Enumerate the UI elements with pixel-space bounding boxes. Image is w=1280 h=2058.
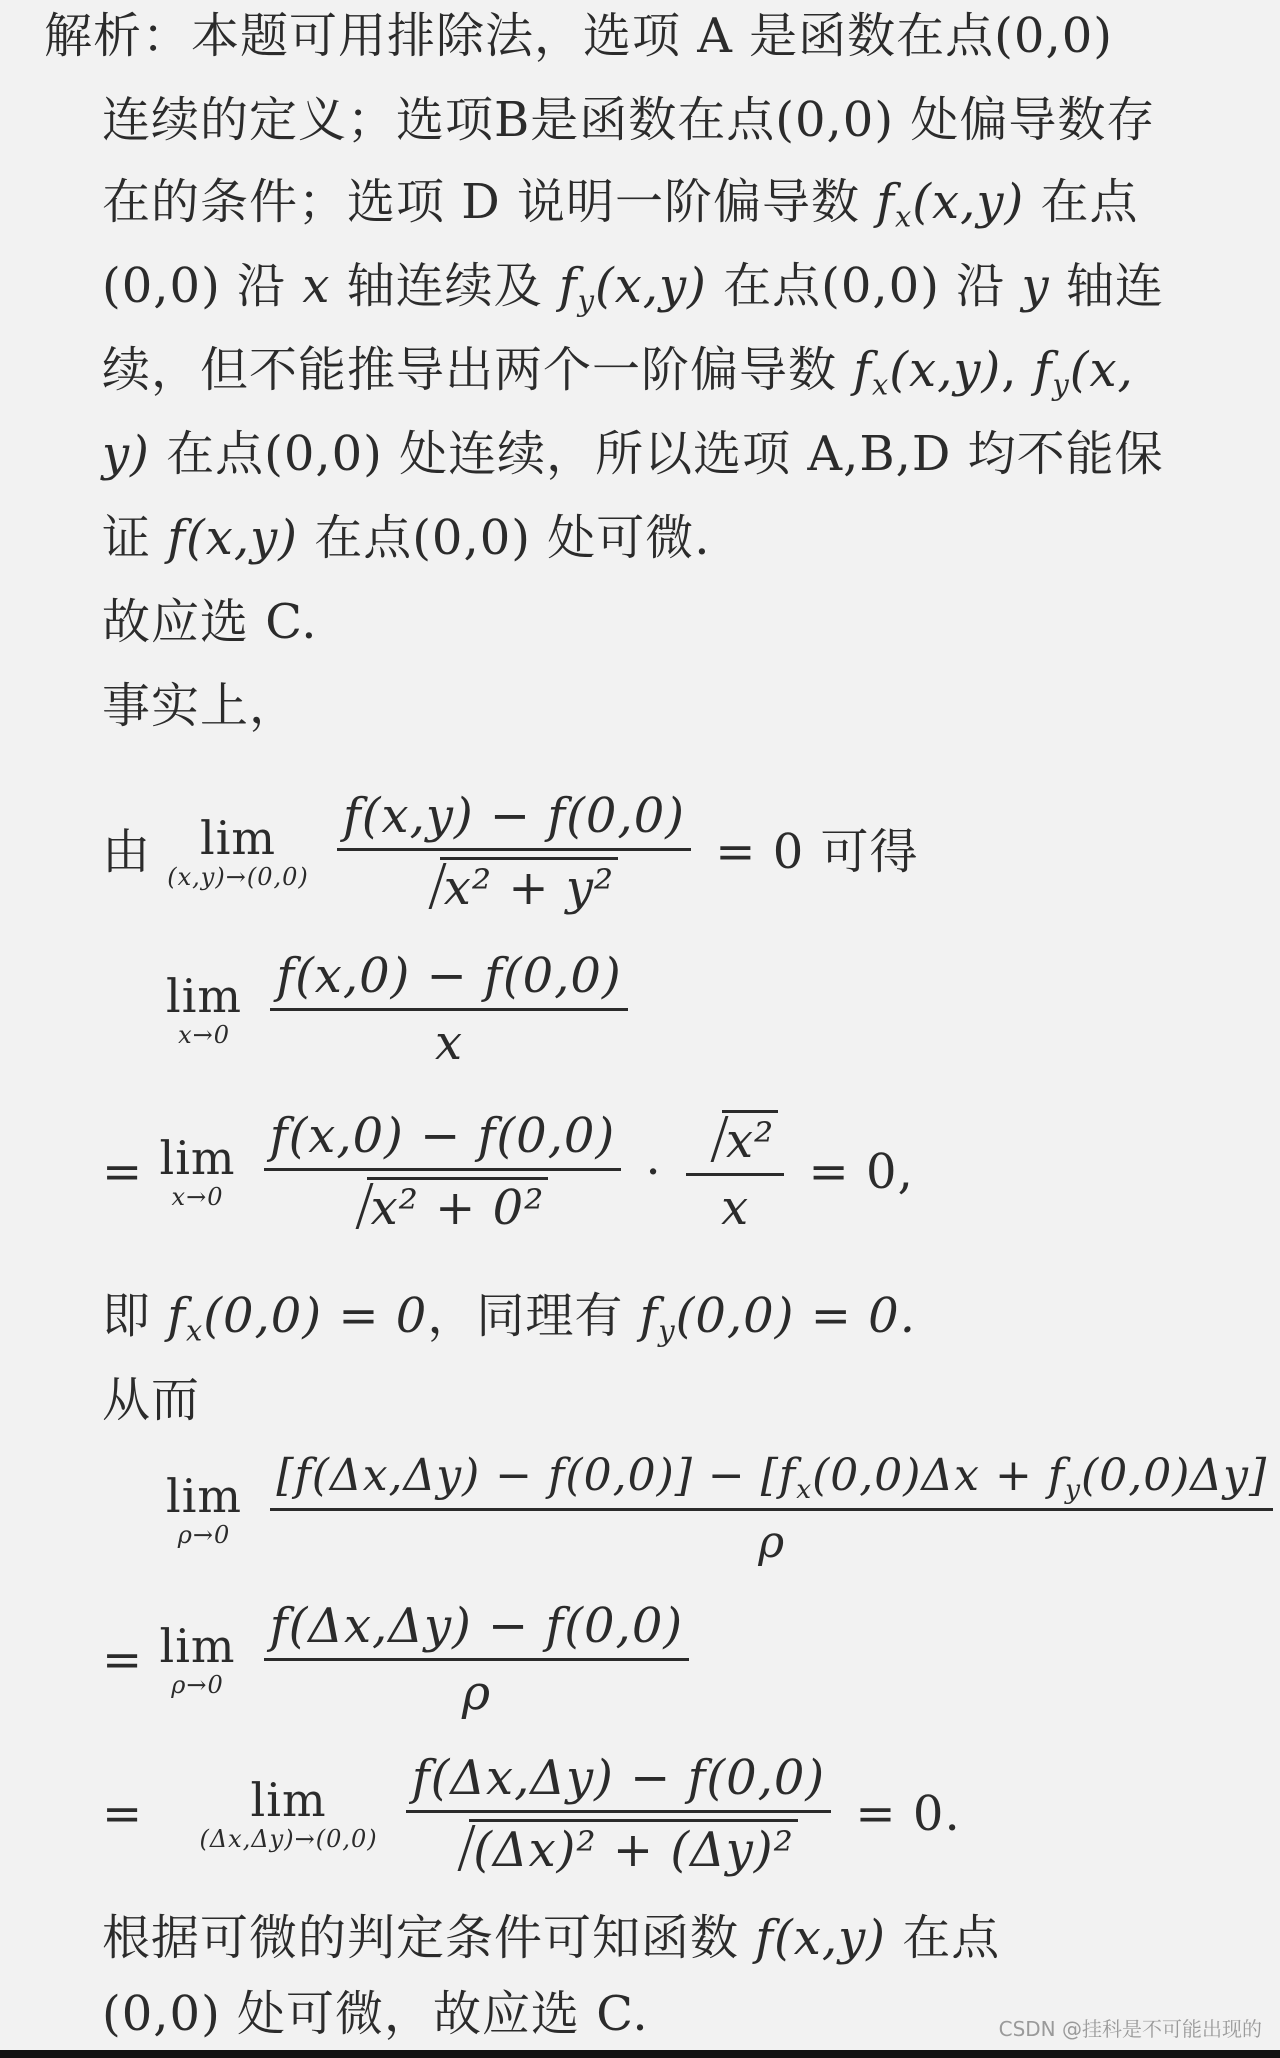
lim-label: lim xyxy=(250,1773,327,1827)
text-line-20 xyxy=(102,1984,649,2044)
dot-operator: · xyxy=(645,1144,662,1200)
fraction-denominator: ρ xyxy=(461,1665,492,1721)
math-fx00: $f_x(0,0) = 0$ xyxy=(167,1288,428,1348)
limit-operator xyxy=(166,1468,243,1549)
lim-label: lim xyxy=(166,968,243,1023)
text-l4b: 轴连续及 xyxy=(330,258,559,314)
formula-3 xyxy=(102,1110,914,1234)
text-l1: 解析：本题可用排除法，选项 A 是函数在点(0,0) xyxy=(44,8,1113,64)
formula-1 xyxy=(102,790,919,914)
fraction-denominator xyxy=(337,1171,549,1234)
text-line-2 xyxy=(102,90,1155,150)
fraction-1 xyxy=(337,790,691,914)
lim-label: lim xyxy=(166,1468,243,1523)
fraction-4 xyxy=(270,1450,1273,1569)
text-line-7 xyxy=(102,508,711,568)
math-x: x xyxy=(302,258,331,314)
fraction-6 xyxy=(406,1752,831,1876)
math-y: y xyxy=(1021,258,1050,314)
text-l7a: 证 xyxy=(102,510,168,566)
lim-sub: ρ→0 xyxy=(177,1520,231,1549)
text-l7b: 在点(0,0) 处可微. xyxy=(297,510,711,566)
text-line-4 xyxy=(102,256,1164,316)
math-fy-split: $f_y(x$, xyxy=(1033,342,1134,402)
text-l4c: 在点(0,0) 沿 xyxy=(706,258,1022,314)
text-l2: 连续的定义；选项B是函数在点(0,0) 处偏导数存 xyxy=(102,92,1156,148)
text-l19b: 在点 xyxy=(885,1910,1001,1966)
lim-label: lim xyxy=(159,1618,236,1673)
fraction-numerator: f(Δx,Δy) − f(0,0) xyxy=(406,1752,831,1813)
bottom-bar xyxy=(0,2050,1280,2058)
text-l4d: 轴连 xyxy=(1049,258,1164,314)
text-l8: 故应选 C. xyxy=(102,594,318,650)
lim-sub: ρ→0 xyxy=(171,1670,224,1699)
fraction-numerator: f(Δx,Δy) − f(0,0) xyxy=(264,1600,689,1661)
fraction-denominator xyxy=(410,851,618,914)
fraction-denominator: ρ xyxy=(758,1517,786,1568)
lim-label: lim xyxy=(199,811,277,865)
limit-operator xyxy=(159,1618,236,1699)
text-line-3 xyxy=(102,172,1138,232)
text-l19: 根据可微的判定条件可知函数 xyxy=(102,1910,756,1966)
equals-sign: = xyxy=(102,1786,144,1842)
limit-operator xyxy=(167,813,308,891)
fraction-numerator: f(x,0) − f(0,0) xyxy=(264,1110,621,1171)
math-f-xy: f(x,y) xyxy=(167,510,298,566)
lim-sub: (Δx,Δy)→(0,0) xyxy=(199,1825,378,1853)
limit-operator xyxy=(166,968,243,1049)
fraction-3a xyxy=(264,1110,621,1234)
fraction-2 xyxy=(270,950,627,1069)
math-y-close: y) xyxy=(102,426,150,482)
formula-4 xyxy=(166,1450,1280,1569)
text-line-13 xyxy=(102,1286,916,1346)
sqrt-radicand: x² xyxy=(722,1110,778,1167)
equals-sign: = xyxy=(102,1144,144,1200)
text-l6a: 在点(0,0) 处连续，所以选项 A,B,D 均不能保 xyxy=(149,426,1164,482)
text-l14: 从而 xyxy=(102,1372,201,1428)
text-line-5: 续，但不能推导出两个一阶偏导数 $f_x(x,y)$, $f_y(x$, xyxy=(102,342,1134,402)
fraction-numerator: f(x,0) − f(0,0) xyxy=(270,950,627,1011)
text-line-8 xyxy=(102,592,318,652)
text-l9: 事实上， xyxy=(102,678,299,734)
fraction-denominator: x xyxy=(721,1180,750,1236)
text-l10b: = 0 可得 xyxy=(715,824,919,880)
fraction-denominator: x xyxy=(434,1015,464,1071)
solution-intro-line xyxy=(44,6,1113,66)
math-fx-xy-2: $f_x(x,y)$ xyxy=(853,342,1002,402)
lim-sub: x→0 xyxy=(178,1020,230,1049)
fraction-numerator: $[f(\Delta x,\Delta y) - f(0,0)] - [f_x(0,0)\Delta x + f_y(0,0)\Delta y]$ xyxy=(270,1450,1273,1511)
text-l3b: 在点 xyxy=(1040,174,1139,230)
text-l13a: 即 xyxy=(102,1288,168,1344)
math-fy-xy: $f_y(x,y)$ xyxy=(558,258,707,318)
math-fy00: $f_y(0,0) = 0$. xyxy=(639,1288,916,1348)
text-line-19 xyxy=(102,1908,1000,1968)
formula-6 xyxy=(102,1752,961,1876)
text-l20: (0,0) 处可微，故应选 C. xyxy=(102,1986,649,2042)
watermark: CSDN @挂科是不可能出现的 xyxy=(998,2017,1262,2041)
fraction-5 xyxy=(264,1600,689,1719)
text-line-6 xyxy=(102,424,1164,484)
text-l10a: 由 xyxy=(102,824,152,880)
formula-2 xyxy=(166,950,636,1069)
text-l5a: 续，但不能推导出两个一阶偏导数 xyxy=(102,342,854,398)
fraction-numerator xyxy=(686,1110,784,1176)
equals-sign: = xyxy=(102,1631,144,1688)
formula-5 xyxy=(102,1600,697,1719)
limit-operator xyxy=(199,1775,377,1853)
math-fx-xy: $f_x(x,y)$ xyxy=(876,174,1025,234)
math-f-xy-2: f(x,y) xyxy=(755,1910,886,1966)
text-line-14 xyxy=(102,1370,200,1430)
text-l3a: 在的条件；选项 D 说明一阶偏导数 xyxy=(102,174,877,230)
lim-sub: (x,y)→(0,0) xyxy=(167,863,309,891)
limit-operator xyxy=(159,1133,235,1211)
text-l4a: (0,0) 沿 xyxy=(102,258,303,314)
fraction-numerator: f(x,y) − f(0,0) xyxy=(337,790,691,851)
equals-zero: = 0. xyxy=(855,1786,961,1842)
lim-label: lim xyxy=(159,1131,236,1185)
sqrt-radicand: (Δx)² + (Δy)² xyxy=(469,1819,798,1876)
fraction-3b xyxy=(686,1110,784,1234)
fraction-denominator xyxy=(439,1813,798,1876)
text-l13b: ，同理有 xyxy=(427,1288,640,1344)
text-line-9 xyxy=(102,676,298,736)
lim-sub: x→0 xyxy=(171,1183,224,1211)
sqrt-radicand: x² + 0² xyxy=(367,1177,549,1234)
equals-zero: = 0, xyxy=(808,1144,914,1200)
sqrt-radicand: x² + y² xyxy=(440,857,618,914)
